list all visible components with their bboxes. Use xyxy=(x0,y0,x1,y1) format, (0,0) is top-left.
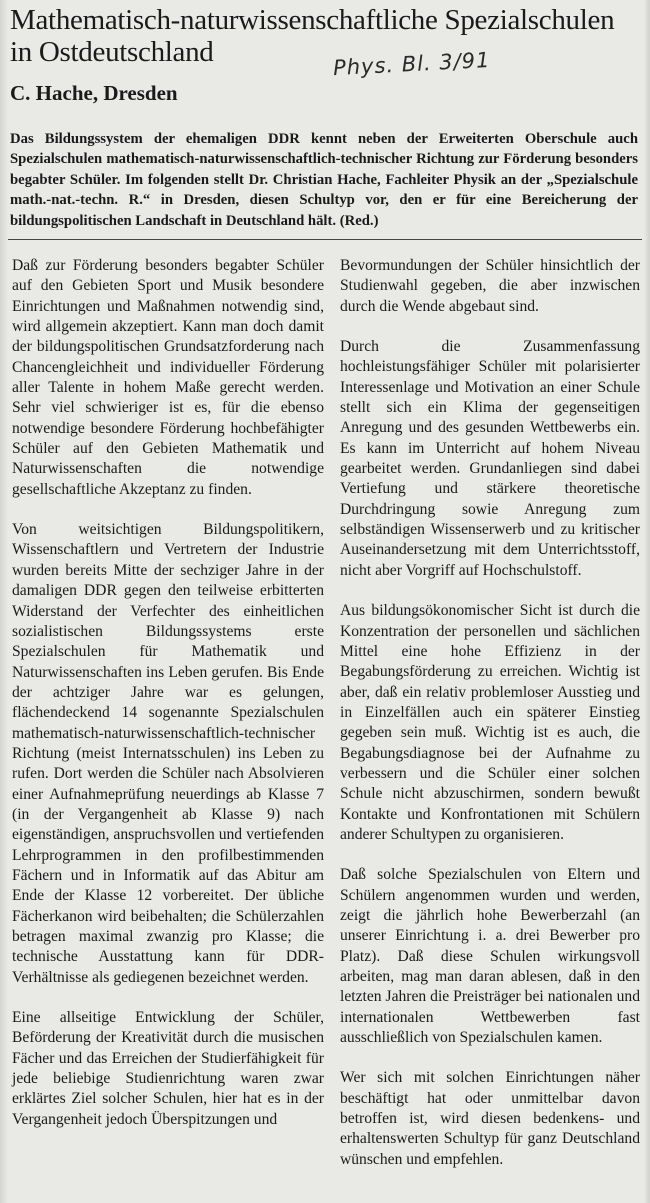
article-title: Mathematisch-naturwissenschaftliche Spezialschulen in Ostdeutschland xyxy=(10,4,615,68)
handwritten-reference-note: Phys. Bl. 3/91 xyxy=(332,47,491,81)
paragraph: Durch die Zusammenfassung hochleistungsfähiger Schüler mit polarisierter Interessenlage und Motivation an einer Schule stellt sich ein Klima der gegenseitigen Anregung und des gesunden Wettbewerbs ein. Es kann im Unterricht auf hohem Niveau gearbeitet werden. Grundanliegen sind dabei Vertiefung und stärkere theoretische Durchdringung sowie Anregung zum selbständigen Wissenserwerb und zu kritischer Auseinandersetzung mit dem Unterrichtsstoff, nicht aber Vorgriff auf Hochschulstoff. xyxy=(340,338,640,579)
scan-edge-left xyxy=(0,0,8,1203)
paragraph: Daß solche Spezialschulen von Eltern und Schülern angenommen wurden und werden, zeigt die jährlich hohe Bewerberzahl (an unserer Einrichtung i. a. drei Bewerber pro Platz). Daß diese Schulen wirkungsvoll arbeiten, mag man daran ablesen, daß in den letzten Jahren die Preisträger bei nationalen und internationalen Wettbewerben fast ausschließlich von Spezialschulen kamen. xyxy=(340,866,640,1047)
abstract-divider xyxy=(8,239,642,240)
scan-edge-right xyxy=(644,0,650,1203)
paragraph: Von weitsichtigen Bildungspolitikern, Wissenschaftlern und Vertretern der Industrie wurden bereits Mitte der sechziger Jahre in der damaligen DDR gegen den teilweise erbitterten Widerstand der Verfechter des einheitlichen sozialistischen Bildungssystems erste Spezialschulen für Mathematik und Naturwissenschaften ins Leben gerufen. Bis Ende der achtziger Jahre war es gelungen, flächendeckend 14 sogenannte Spezialschulen mathematisch-naturwissenschaftlich-technischer Richtung (meist Internatsschulen) ins Leben zu rufen. Dort werden die Schüler nach Absolvieren einer Aufnahmeprüfung neuerdings ab Klasse 7 (in der Vergangenheit ab Klasse 9) nach eigenständigen, anspruchsvollen und vertiefenden Lehrprogrammen in den profilbestimmenden Fächern und in Informatik auf das Abitur am Ende der Klasse 12 vorbereitet. Der übliche Fächerkanon wird beibehalten; die Schülerzahlen betragen maximal zwanzig pro Klasse; die technische Ausstattung kann für DDR-Verhältnisse als gediegenen bezeichnet werden. xyxy=(12,521,324,986)
paragraph: Aus bildungsökonomischer Sicht ist durch die Konzentration der personellen und sächlichen Mittel eine hohe Effizienz in der Begabungsförderung zu erreichen. Wichtig ist aber, daß ein relativ problemloser Ausstieg und in Einzelfällen auch ein späterer Einstieg gegeben sein muß. Wichtig ist es auch, die Begabungsdiagnose bei der Aufnahme zu verbessern und die Schüler einer solchen Schule nicht abzuschirmen, sondern bewußt Kontakte und Konfrontationen mit Schülern anderer Schultypen zu organisieren. xyxy=(340,602,640,843)
paragraph: Daß zur Förderung besonders begabter Schüler auf den Gebieten Sport und Musik besondere Einrichtungen und Maßnahmen notwendig sind, wird allgemein akzeptiert. Kann man doch damit der bildungspolitischen Grundsatzforderung nach Chancengleichheit und individueller Förderung aller Talente in hohem Maße gerecht werden. Sehr viel schwieriger ist es, für die ebenso notwendige besondere Förderung hochbefähigter Schüler auf den Gebieten Mathematik und Naturwissenschaften die notwendige gesellschaftliche Akzeptanz zu finden. xyxy=(12,257,324,498)
paragraph: Eine allseitige Entwicklung der Schüler, Beförderung der Kreativität durch die musischen Fächer und das Erreichen der Studierfähigkeit für jede beliebige Studienrichtung waren zwar erklärtes Ziel solcher Schulen, hier hat es in der Vergangenheit jedoch Überspitzungen und xyxy=(12,1009,324,1128)
left-text-column xyxy=(12,256,324,1130)
paragraph: Bevormundungen der Schüler hinsichtlich der Studienwahl gegeben, die aber inzwischen durch die Wende abgebaut sind. xyxy=(340,257,640,315)
right-text-column xyxy=(340,256,640,1170)
paragraph: Wer sich mit solchen Einrichtungen näher beschäftigt hat oder unmittelbar davon betroffen ist, wird diesen bedenkens- und erhaltenswerten Schultyp für ganz Deutschland wünschen und empfehlen. xyxy=(340,1069,640,1168)
editorial-abstract: Das Bildungssystem der ehemaligen DDR kennt neben der Erweiterten Oberschule auch Spezialschulen mathematisch-naturwissenschaftlich-technischer Richtung zur Förderung besonders begabter Schüler. Im folgenden stellt Dr. Christian Hache, Fachleiter Physik an der „Spezialschule math.-nat.-techn. R.“ in Dresden, diesen Schultyp vor, den er für eine Bereicherung der bildungspolitischen Landschaft in Deutschland hält. (Red.) xyxy=(10,131,638,229)
article-author: C. Hache, Dresden xyxy=(10,81,178,105)
